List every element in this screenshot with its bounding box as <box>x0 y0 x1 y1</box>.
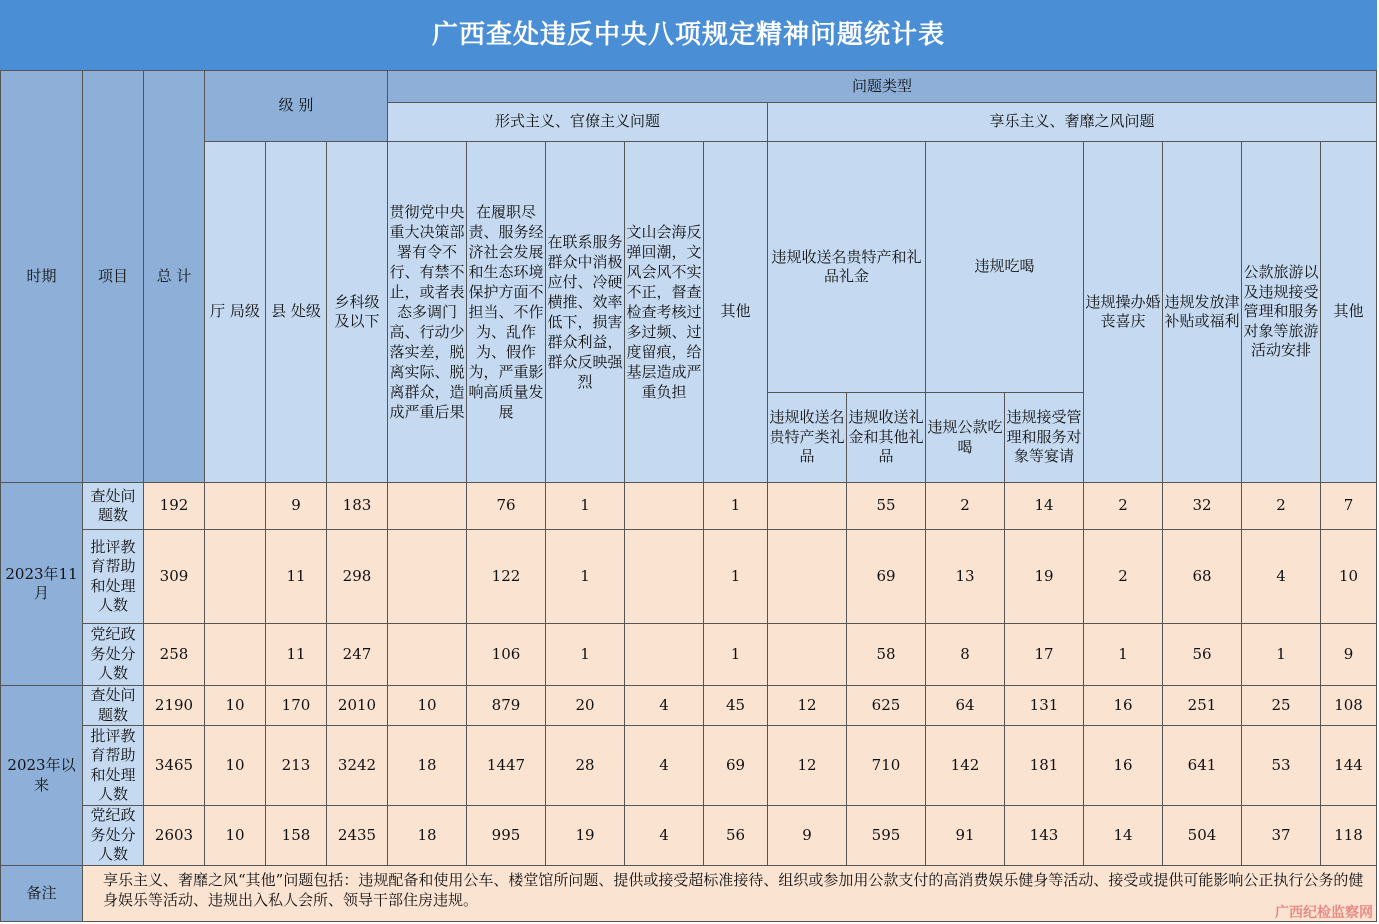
row-item: 查处问题数 <box>83 686 144 726</box>
cell: 2 <box>1084 483 1163 530</box>
cell: 10 <box>205 686 266 726</box>
header-formalism-1: 贯彻党中央重大决策部署有令不行、有禁不止，或者表态多调门高、行动少落实差，脱离实际、脱离群众，造成严重后果 <box>388 142 467 483</box>
cell: 13 <box>926 530 1005 624</box>
cell: 10 <box>388 686 467 726</box>
header-travel: 公款旅游以及违规接受管理和服务对象等旅游活动安排 <box>1242 142 1321 483</box>
header-formalism-2: 在履职尽责、服务经济社会发展和生态环境保护方面不担当、不作为、乱作为、假作为，严重影响高质量发展 <box>467 142 546 483</box>
table-row <box>1 726 1377 806</box>
cell: 2010 <box>327 686 388 726</box>
cell: 106 <box>467 624 546 686</box>
cell: 298 <box>327 530 388 624</box>
cell: 69 <box>704 726 768 806</box>
table-title: 广西查处违反中央八项规定精神问题统计表 <box>0 0 1377 71</box>
header-level: 级 别 <box>205 71 388 142</box>
cell: 1 <box>546 624 625 686</box>
header-gifts-money: 违规收送礼金和其他礼品 <box>847 393 926 483</box>
cell <box>388 483 467 530</box>
cell <box>625 483 704 530</box>
cell: 16 <box>1084 686 1163 726</box>
header-formalism-3: 在联系服务群众中消极应付、冷硬横推、效率低下，损害群众利益，群众反映强烈 <box>546 142 625 483</box>
cell-total: 2603 <box>144 806 205 866</box>
cell <box>625 624 704 686</box>
period-label: 2023年以来 <box>1 686 83 866</box>
header-gifts-group: 违规收送名贵特产和礼品礼金 <box>768 142 926 393</box>
cell <box>388 624 467 686</box>
header-period: 时期 <box>1 71 83 483</box>
cell: 9 <box>1321 624 1377 686</box>
cell: 1 <box>1084 624 1163 686</box>
cell: 1 <box>704 483 768 530</box>
header-hedonism: 享乐主义、奢靡之风问题 <box>768 103 1377 142</box>
cell <box>768 483 847 530</box>
cell: 181 <box>1005 726 1084 806</box>
header-eating-group: 违规吃喝 <box>926 142 1084 393</box>
cell-total: 258 <box>144 624 205 686</box>
cell: 879 <box>467 686 546 726</box>
cell: 14 <box>1005 483 1084 530</box>
header-total: 总 计 <box>144 71 205 483</box>
cell-total: 2190 <box>144 686 205 726</box>
header-problem-type: 问题类型 <box>388 71 1377 103</box>
cell <box>768 624 847 686</box>
cell: 143 <box>1005 806 1084 866</box>
cell: 18 <box>388 806 467 866</box>
cell: 995 <box>467 806 546 866</box>
cell: 504 <box>1163 806 1242 866</box>
cell: 1 <box>704 530 768 624</box>
row-item: 党纪政务处分人数 <box>83 806 144 866</box>
cell: 625 <box>847 686 926 726</box>
cell: 37 <box>1242 806 1321 866</box>
cell: 19 <box>546 806 625 866</box>
cell: 1 <box>546 483 625 530</box>
header-eating-banquet: 违规接受管理和服务对象等宴请 <box>1005 393 1084 483</box>
cell: 20 <box>546 686 625 726</box>
cell: 118 <box>1321 806 1377 866</box>
header-level-xian: 县 处级 <box>266 142 327 483</box>
cell: 2 <box>1084 530 1163 624</box>
cell <box>768 530 847 624</box>
cell: 2435 <box>327 806 388 866</box>
header-level-ting: 厅 局级 <box>205 142 266 483</box>
cell: 251 <box>1163 686 1242 726</box>
header-eating-public: 违规公款吃喝 <box>926 393 1005 483</box>
cell: 142 <box>926 726 1005 806</box>
cell: 11 <box>266 530 327 624</box>
cell: 9 <box>266 483 327 530</box>
header-hedonism-other: 其他 <box>1321 142 1377 483</box>
table-row <box>1 624 1377 686</box>
row-item: 批评教育帮助和处理人数 <box>83 726 144 806</box>
cell: 64 <box>926 686 1005 726</box>
cell: 158 <box>266 806 327 866</box>
remark-label: 备注 <box>1 866 83 922</box>
cell: 2 <box>926 483 1005 530</box>
remark-text: 享乐主义、奢靡之风“其他”问题包括：违规配备和使用公车、楼堂馆所问题、提供或接受超标准接待、组织或参加用公款支付的高消费娱乐健身等活动、接受或提供可能影响公正执行公务的健身娱乐等活动、违规出入私人会所、领导干部住房违规。 <box>83 866 1377 922</box>
cell: 69 <box>847 530 926 624</box>
header-gifts-specialty: 违规收送名贵特产类礼品 <box>768 393 847 483</box>
cell: 56 <box>704 806 768 866</box>
cell: 710 <box>847 726 926 806</box>
cell: 122 <box>467 530 546 624</box>
cell: 9 <box>768 806 847 866</box>
cell: 12 <box>768 726 847 806</box>
cell: 14 <box>1084 806 1163 866</box>
cell: 68 <box>1163 530 1242 624</box>
cell: 144 <box>1321 726 1377 806</box>
row-item: 党纪政务处分人数 <box>83 624 144 686</box>
cell: 1 <box>704 624 768 686</box>
cell: 213 <box>266 726 327 806</box>
statistics-table <box>0 70 1377 922</box>
cell: 1 <box>1242 624 1321 686</box>
cell: 641 <box>1163 726 1242 806</box>
cell: 183 <box>327 483 388 530</box>
cell: 55 <box>847 483 926 530</box>
header-allowances: 违规发放津补贴或福利 <box>1163 142 1242 483</box>
cell-total: 192 <box>144 483 205 530</box>
cell: 10 <box>205 726 266 806</box>
cell: 19 <box>1005 530 1084 624</box>
cell <box>625 530 704 624</box>
header-formalism-other: 其他 <box>704 142 768 483</box>
cell <box>388 530 467 624</box>
row-item: 批评教育帮助和处理人数 <box>83 530 144 624</box>
cell: 4 <box>625 686 704 726</box>
cell: 170 <box>266 686 327 726</box>
cell: 76 <box>467 483 546 530</box>
cell-total: 3465 <box>144 726 205 806</box>
cell <box>205 530 266 624</box>
table-row <box>1 686 1377 726</box>
cell: 7 <box>1321 483 1377 530</box>
header-formalism: 形式主义、官僚主义问题 <box>388 103 768 142</box>
cell: 1447 <box>467 726 546 806</box>
cell: 131 <box>1005 686 1084 726</box>
table-row <box>1 483 1377 530</box>
cell: 16 <box>1084 726 1163 806</box>
cell <box>205 483 266 530</box>
cell: 247 <box>327 624 388 686</box>
row-item: 查处问题数 <box>83 483 144 530</box>
cell: 4 <box>625 726 704 806</box>
cell: 32 <box>1163 483 1242 530</box>
cell: 28 <box>546 726 625 806</box>
cell: 56 <box>1163 624 1242 686</box>
cell: 18 <box>388 726 467 806</box>
cell: 10 <box>205 806 266 866</box>
cell: 8 <box>926 624 1005 686</box>
table-row <box>1 530 1377 624</box>
cell: 53 <box>1242 726 1321 806</box>
cell: 1 <box>546 530 625 624</box>
header-weddings: 违规操办婚丧喜庆 <box>1084 142 1163 483</box>
cell: 91 <box>926 806 1005 866</box>
watermark-logo: 广西纪检监察网 <box>1275 905 1373 921</box>
cell: 3242 <box>327 726 388 806</box>
header-item: 项目 <box>83 71 144 483</box>
cell: 4 <box>1242 530 1321 624</box>
cell: 11 <box>266 624 327 686</box>
cell: 45 <box>704 686 768 726</box>
cell: 25 <box>1242 686 1321 726</box>
cell-total: 309 <box>144 530 205 624</box>
cell: 12 <box>768 686 847 726</box>
header-level-xiang: 乡科级及以下 <box>327 142 388 483</box>
cell: 4 <box>625 806 704 866</box>
cell <box>205 624 266 686</box>
cell: 58 <box>847 624 926 686</box>
cell: 10 <box>1321 530 1377 624</box>
remark-row <box>1 866 1377 922</box>
period-label: 2023年11月 <box>1 483 83 686</box>
table-row <box>1 806 1377 866</box>
header-formalism-4: 文山会海反弹回潮，文风会风不实不正，督查检查考核过多过频、过度留痕，给基层造成严重负担 <box>625 142 704 483</box>
cell: 17 <box>1005 624 1084 686</box>
cell: 595 <box>847 806 926 866</box>
cell: 2 <box>1242 483 1321 530</box>
cell: 108 <box>1321 686 1377 726</box>
